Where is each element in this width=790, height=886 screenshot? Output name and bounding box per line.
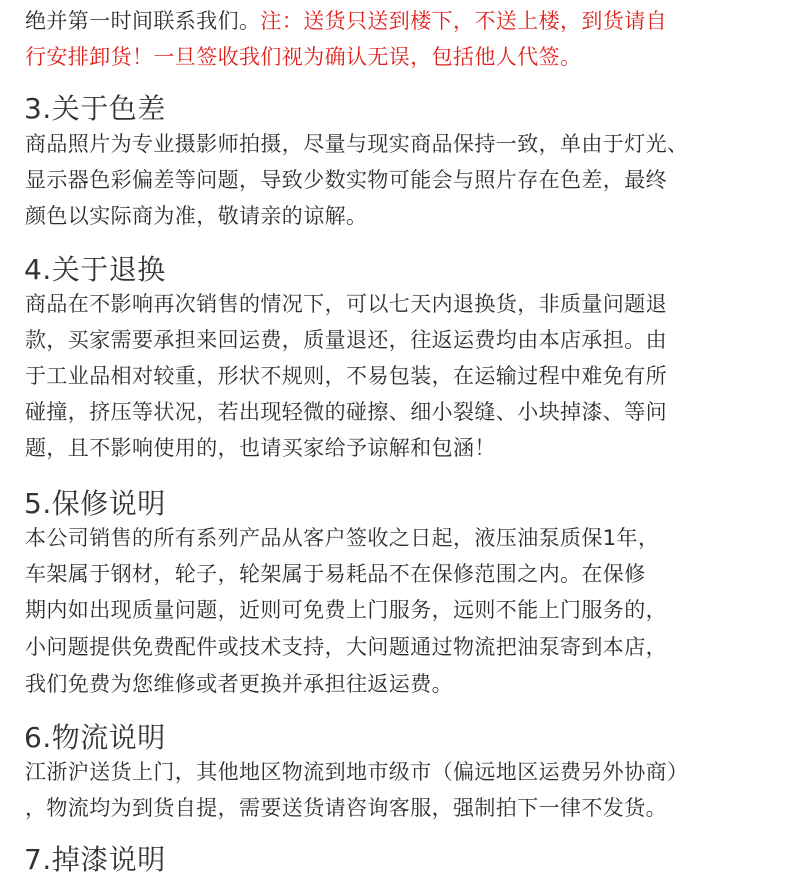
section-4-line-4: 碰撞，挤压等状况，若出现轻微的碰擦、细小裂缝、小块掉漆、等问	[25, 400, 667, 424]
section-4-line-2: 款，买家需要承担来回运费，质量退还，往返运费均由本店承担。由	[25, 328, 667, 352]
section-3-line-2: 显示器色彩偏差等问题，导致少数实物可能会与照片存在色差，最终	[25, 168, 667, 192]
section-5-line-4: 小问题提供免费配件或技术支持，大问题通过物流把油泵寄到本店，	[25, 635, 667, 659]
section-5-line-3: 期内如出现质量问题，近则可免费上门服务，远则不能上门服务的，	[25, 598, 667, 622]
section-4-line-3: 于工业品相对较重，形状不规则，不易包装，在运输过程中难免有所	[25, 364, 667, 388]
section-6-title: 6.物流说明	[24, 721, 166, 754]
section-5-line-5: 我们免费为您维修或者更换并承担往返运费。	[25, 672, 453, 696]
intro-line-1	[25, 3, 784, 39]
section-4-title: 4.关于退换	[24, 253, 166, 286]
section-6-line-2: ，物流均为到货自提，需要送货请咨询客服，强制拍下一律不发货。	[25, 796, 667, 820]
section-4-line-5: 题，且不影响使用的，也请买家给予谅解和包涵！	[25, 436, 496, 460]
section-3-title: 3.关于色差	[24, 92, 166, 125]
section-4-line-1: 商品在不影响再次销售的情况下，可以七天内退换货，非质量问题退	[25, 292, 667, 316]
section-5-line-2: 车架属于钢材，轮子，轮架属于易耗品不在保修范围之内。在保修	[25, 562, 646, 586]
delivery-notice-text: 注：送货只送到楼下，不送上楼，到货请自	[260, 9, 668, 33]
section-7-title: 7.掉漆说明	[24, 843, 166, 876]
section-6-line-1: 江浙沪送货上门，其他地区物流到地市级市（偏远地区运费另外协商）	[25, 760, 689, 784]
section-3-line-1: 商品照片为专业摄影师拍摄，尽量与现实商品保持一致，单由于灯光、	[25, 132, 689, 156]
section-5-line-1: 本公司销售的所有系列产品从客户签收之日起，液压油泵质保1年，	[25, 526, 660, 550]
section-3-line-3: 颜色以实际商为准，敬请亲的谅解。	[25, 204, 368, 228]
intro-contact-text: 绝并第一时间联系我们。	[25, 9, 261, 33]
delivery-notice-line-2: 行安排卸货！一旦签收我们视为确认无误，包括他人代签。	[25, 45, 582, 69]
section-5-title: 5.保修说明	[24, 487, 166, 520]
